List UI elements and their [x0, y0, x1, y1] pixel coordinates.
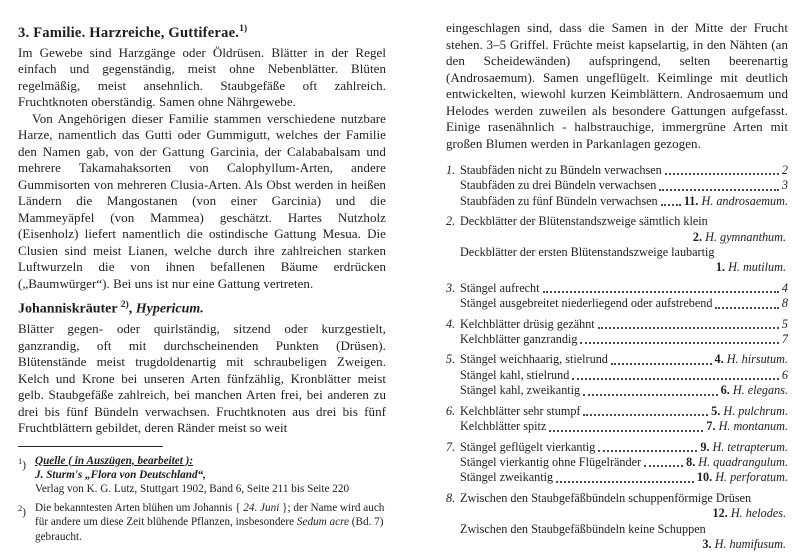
- key-reference: [716, 260, 786, 274]
- key-reference: [711, 404, 788, 419]
- key-criterion-text: Stängel aufrecht: [460, 280, 540, 295]
- key-criterion-text: Stängel weichhaarig, stielrund: [460, 352, 608, 367]
- dot-leader: [598, 317, 779, 329]
- key-ref-number: 10.: [696, 470, 713, 485]
- key-criterion-text: Stängel zweikantig: [460, 470, 554, 485]
- key-ref-number: 3: [781, 178, 788, 193]
- right-column: [446, 20, 788, 552]
- key-reference: [700, 440, 788, 455]
- key-item-number: 7.: [446, 439, 456, 454]
- key-line: [460, 194, 788, 209]
- key-criterion-text: Stängel kahl, stielrund: [460, 367, 570, 382]
- key-criterion-text: Deckblätter der ersten Blütenstandszweige laubartig: [460, 245, 715, 260]
- key-item-number: 8.: [446, 490, 456, 505]
- key-item-lines: [460, 317, 788, 348]
- species-name: H. elegans.: [732, 383, 788, 398]
- key-reference: [721, 383, 788, 398]
- key-reference: [782, 178, 788, 193]
- key-ref-number: 4.: [714, 352, 724, 367]
- key-criterion-text: Stängel ausgebreitet niederliegend oder aufstrebend: [460, 296, 713, 311]
- key-reference: [713, 506, 786, 520]
- key-criterion-text: Kelchblätter spitz: [460, 419, 547, 434]
- key-ref-number: 5.: [711, 403, 721, 418]
- key-item-lines: [460, 352, 788, 398]
- key-reference: [702, 537, 786, 551]
- footnote-line: [35, 468, 386, 482]
- key-line: [460, 440, 788, 455]
- dot-leader: [583, 383, 717, 395]
- key-item-lines: [460, 214, 788, 276]
- key-ref-number: 7: [781, 332, 788, 347]
- key-item-lines: [460, 281, 788, 312]
- dot-leader: [659, 178, 779, 190]
- paragraph-family-uses: Von Angehörigen dieser Familie stammen verschiedene nutzbare Harze, namentlich das Gutti oder Gummigutt, welches der Familie den Namen gab, von der Gattung Garcinia, der Calababalsam und mehrere Takamahaksorten von Calophyllum-Arten, andere Gummisorten von mehreren Clusia-Arten. Als Obst werden in heißen Ländern die Mangostanen (von einer Garcinia) und die Mammeyäpfel (von Mammea) geschätzt. Hartes Nutzholz (Eisenholz) liefert namentlich die ostindische Gattung Mesua. Die Clusien sind meist Lianen, welche durch ihre zahlreichen starken Luftwurzeln die von ihnen befallenen Bäume erdrücken („Baumwürger“). Bei uns ist nur eine Gattung vertreten.: [18, 110, 386, 291]
- paragraph-continuation: eingeschlagen sind, dass die Samen in der Mitte der Frucht stehen. 3–5 Griffel. Früchte meist kapselartig, in den Nähten (an den Scheidewänden) aufspringend, selten beerenartig (Androsaemum). Samen ungeflügelt. Keimlinge mit deutlich entwickelten, wiewohl kurzen Keimblättern. Androsaemum und Helodes werden zuweilen als besondere Gattungen aufgefasst. Einige rasenähnlich - halbstrauchige, immergrüne Arten mit großen Blumen werden in Parkanlagen gezogen.: [446, 20, 788, 151]
- species-name: H. pulchrum.: [723, 403, 788, 418]
- species-name: H. gymnanthum.: [705, 229, 786, 244]
- key-reference: [782, 317, 788, 332]
- key-ref-number: 8.: [686, 454, 696, 469]
- dot-leader: [644, 455, 683, 467]
- key-line: [460, 522, 788, 537]
- key-ref-number: 6: [781, 367, 788, 382]
- key-ref-number: 11.: [683, 193, 699, 208]
- text-segment: }; der Name wird auch für andere um diese Zeit blühende Pflanzen, insbesondere: [35, 502, 385, 529]
- genus-heading-separator: ,: [128, 302, 136, 318]
- dot-leader: [572, 368, 779, 380]
- species-name: H. quadrangulum.: [698, 454, 788, 469]
- key-item-number: 5.: [446, 352, 456, 367]
- key-line: [460, 178, 788, 193]
- key-ref-number: 2: [781, 163, 788, 177]
- key-reference: [782, 281, 788, 296]
- footnote-marker-paren: ): [22, 459, 26, 472]
- key-reference: [782, 296, 788, 311]
- key-item: [446, 404, 788, 435]
- key-result-line: [460, 230, 788, 245]
- footnote-ref-2: 2): [120, 300, 129, 311]
- key-criterion-text: Deckblätter der Blütenstandszweige sämtlich klein: [460, 214, 708, 229]
- key-item-number: 4.: [446, 316, 456, 331]
- text-segment: (Bd. 7) gebraucht.: [35, 516, 384, 543]
- text-segment: J. Sturm's „Flora von Deutschland“,: [35, 468, 206, 481]
- key-ref-number: 3.: [702, 536, 712, 551]
- key-ref-number: 5: [781, 316, 788, 331]
- key-item: [446, 281, 788, 312]
- key-line: [460, 245, 788, 260]
- species-name: H. tetrapterum.: [712, 439, 788, 454]
- key-item: [446, 440, 788, 486]
- key-line: [460, 368, 788, 383]
- key-ref-number: 9.: [700, 439, 710, 454]
- key-item-number: 3.: [446, 280, 456, 295]
- key-reference: [686, 455, 788, 470]
- genus-heading: [18, 296, 386, 319]
- key-item-lines: [460, 404, 788, 435]
- key-criterion-text: Kelchblätter sehr stumpf: [460, 403, 581, 418]
- dot-leader: [556, 470, 694, 482]
- key-ref-number: 8: [781, 296, 788, 311]
- key-line: [460, 404, 788, 419]
- footnote-body: [35, 501, 386, 544]
- key-line: [460, 296, 788, 311]
- key-criterion-text: Stängel vierkantig ohne Flügelränder: [460, 454, 642, 469]
- footnote: [18, 501, 386, 544]
- text-segment: Die bekanntesten Arten blühen um Johannis {: [35, 502, 244, 515]
- key-item: [446, 352, 788, 398]
- genus-heading-latin: Hypericum.: [135, 302, 204, 318]
- footnote-marker: [18, 454, 35, 497]
- paragraph-family-description: Im Gewebe sind Harzgänge oder Öldrüsen. Blätter in der Regel einfach und gegenständig, meist ohne Nebenblätter. Blüten regelmäßig, meist ansehnlich. Staubgefäße oft zahlreich. Fruchtknoten oberständig. Samen ohne Nährgewebe.: [18, 44, 386, 110]
- footnote-line: [35, 501, 386, 544]
- key-criterion-text: Zwischen den Staubgefäßbündeln keine Schuppen: [460, 521, 706, 536]
- key-criterion-text: Kelchblätter drüsig gezähnt: [460, 316, 595, 331]
- key-criterion-text: Staubfäden nicht zu Bündeln verwachsen: [460, 163, 662, 177]
- key-reference: [782, 368, 788, 383]
- text-segment: Sedum acre: [296, 516, 349, 529]
- key-line: [460, 332, 788, 347]
- key-ref-number: 12.: [712, 506, 728, 521]
- section-heading: [18, 20, 386, 42]
- key-criterion-text: Stängel kahl, zweikantig: [460, 383, 581, 398]
- key-line: [460, 383, 788, 398]
- key-line: [460, 281, 788, 296]
- text-segment: Quelle ( in Auszügen, bearbeitet ):: [35, 454, 194, 467]
- text-segment: 24. Juni: [243, 502, 280, 515]
- key-criterion-text: Staubfäden zu fünf Bündeln verwachsen: [460, 193, 658, 208]
- key-line: [460, 317, 788, 332]
- key-line: [460, 491, 788, 506]
- footnote-marker-number: 1: [18, 455, 23, 466]
- species-name: H. helodes.: [730, 506, 786, 521]
- key-reference: [782, 332, 788, 347]
- footnote-marker-paren: ): [22, 506, 26, 519]
- key-line: [460, 214, 788, 229]
- footnote-separator: [18, 446, 163, 447]
- key-criterion-text: Kelchblätter ganzrandig: [460, 332, 578, 347]
- key-ref-number: 7.: [706, 419, 716, 434]
- key-item-number: 2.: [446, 214, 456, 229]
- species-name: H. androsaemum.: [701, 193, 788, 208]
- key-item: [446, 317, 788, 348]
- species-name: H. humifusum.: [714, 536, 786, 551]
- key-line: [460, 163, 788, 178]
- dot-leader: [549, 419, 703, 431]
- key-result-line: [460, 537, 788, 552]
- key-reference: [782, 163, 788, 178]
- dot-leader: [598, 440, 697, 452]
- key-line: [460, 470, 788, 485]
- key-item: [446, 491, 788, 553]
- key-ref-number: 4: [781, 280, 788, 295]
- dot-leader: [580, 332, 778, 344]
- identification-key: [446, 163, 788, 552]
- left-column: [18, 20, 386, 549]
- key-reference: [697, 470, 788, 485]
- species-name: H. mutilum.: [728, 260, 786, 275]
- key-line: [460, 352, 788, 367]
- key-result-line: [460, 506, 788, 521]
- key-item-number: 6.: [446, 403, 456, 418]
- key-line: [460, 419, 788, 434]
- key-ref-number: 6.: [720, 383, 730, 398]
- key-item-lines: [460, 491, 788, 553]
- dot-leader: [715, 296, 778, 308]
- key-reference: [693, 230, 786, 244]
- genus-heading-german: Johanniskräuter: [18, 302, 118, 318]
- dot-leader: [611, 352, 712, 364]
- key-criterion-text: Zwischen den Staubgefäßbündeln schuppenförmige Drüsen: [460, 490, 752, 505]
- key-item-number: 1.: [446, 163, 456, 177]
- key-ref-number: 1.: [715, 260, 726, 275]
- key-result-line: [460, 260, 788, 275]
- dot-leader: [583, 404, 708, 416]
- footnote-line: [35, 482, 386, 496]
- species-name: H. perforatum.: [715, 470, 788, 485]
- footnote-marker: [18, 501, 35, 544]
- key-item: [446, 163, 788, 209]
- section-heading-text: 3. Familie. Harzreiche, Guttiferae.: [18, 24, 240, 41]
- dot-leader: [543, 281, 779, 293]
- footnote: [18, 454, 386, 497]
- footnote-line: [35, 454, 386, 468]
- dot-leader: [661, 194, 681, 206]
- key-reference: [706, 419, 788, 434]
- key-criterion-text: Staubfäden zu drei Bündeln verwachsen: [460, 178, 657, 193]
- footnotes: [18, 454, 386, 544]
- key-line: [460, 455, 788, 470]
- key-criterion-text: Stängel geflügelt vierkantig: [460, 439, 596, 454]
- paragraph-genus-description: Blätter gegen- oder quirlständig, sitzend oder kurzgestielt, ganzrandig, oft mit durchscheinenden Punkten (Drüsen). Blütenstände meist trugdoldenartig mit schraubeligen Zweigen. Kelch und Krone bei unseren Arten fünfzählig, Kronblätter meist gelb. Staubgefäße zahlreich, bei manchen Arten frei, bei anderen zu drei bis fünf Bündeln verwachsen. Fruchtknoten aus drei bis fünf Fruchtblättern gebildet, deren Ränder meist so weit: [18, 321, 386, 436]
- footnote-ref-1: 1): [239, 24, 248, 34]
- footnote-body: [35, 454, 386, 497]
- species-name: H. hirsutum.: [726, 352, 788, 367]
- key-ref-number: 2.: [692, 229, 703, 244]
- key-reference: [684, 194, 788, 209]
- key-item: [446, 214, 788, 276]
- key-reference: [715, 352, 788, 367]
- species-name: H. montanum.: [718, 419, 788, 434]
- key-item-lines: [460, 163, 788, 209]
- text-segment: Verlag von K. G. Lutz, Stuttgart 1902, Band 6, Seite 211 bis Seite 220: [35, 482, 350, 495]
- dot-leader: [665, 163, 779, 175]
- key-item-lines: [460, 440, 788, 486]
- footnote-marker-number: 2: [18, 503, 23, 514]
